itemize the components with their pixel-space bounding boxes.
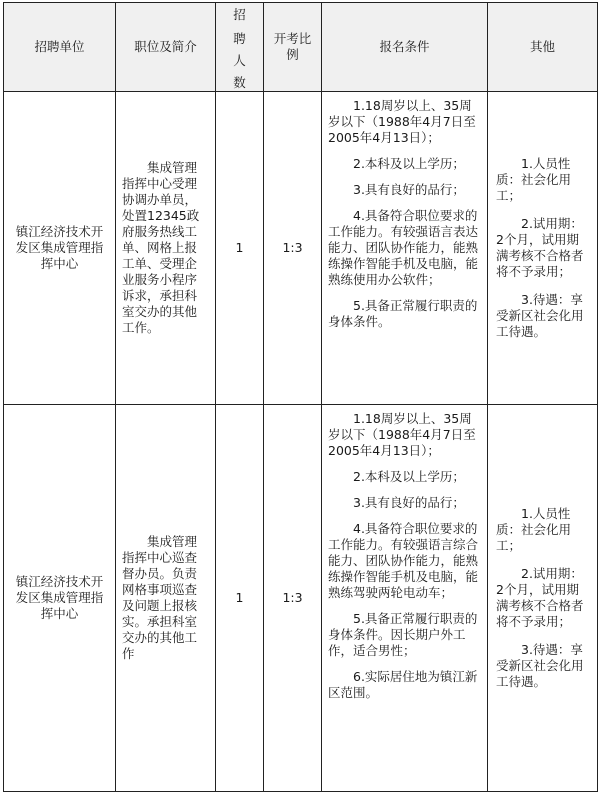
- header-count: 招 聘 人 数: [216, 3, 264, 92]
- header-ratio: 开考比例: [264, 3, 322, 92]
- other-item: 3.待遇：享受新区社会化用工待遇。: [496, 642, 584, 689]
- cell-other: [488, 92, 598, 405]
- condition-item: 5.具备正常履行职责的身体条件。因长期户外工作，适合男性；: [328, 611, 478, 658]
- cell-count: 1: [216, 92, 264, 405]
- condition-item: 3.具有良好的品行；: [353, 495, 465, 510]
- table-row: [4, 92, 598, 405]
- header-other: 其他: [488, 3, 598, 92]
- cell-conditions: [322, 405, 488, 792]
- condition-item: 2.本科及以上学历；: [353, 156, 465, 171]
- condition-item: 5.具备正常履行职责的身体条件。: [328, 298, 478, 329]
- other-item: 1.人员性质：社会化用工；: [496, 156, 572, 203]
- condition-item: 6.实际居住地为镇江新区范围。: [328, 669, 478, 700]
- other-item: 2.试用期：2个月，试用期满考核不合格者将不予录用；: [496, 216, 584, 279]
- other-item: 2.试用期：2个月，试用期满考核不合格者将不予录用；: [496, 566, 584, 629]
- condition-item: 4.具备符合职位要求的工作能力。有较强语言综合能力、团队协作能力，能熟练操作智能手机及电脑，能熟练驾驶两轮电动车；: [328, 521, 479, 600]
- condition-item: 3.具有良好的品行；: [353, 182, 465, 197]
- header-conditions: 报名条件: [322, 3, 488, 92]
- cell-count: 1: [216, 405, 264, 792]
- other-item: 3.待遇：享受新区社会化用工待遇。: [496, 292, 584, 339]
- cell-position: 集成管理指挥中心巡查督办员。负责网格事项巡查及问题上报核实。承担科室交办的其他工作: [116, 405, 216, 792]
- condition-item: 4.具备符合职位要求的工作能力。有较强语言表达能力、团队协作能力，能熟练操作智能手机及电脑，能熟练使用办公软件；: [328, 208, 479, 287]
- header-row: [4, 3, 598, 92]
- cell-unit: 镇江经济技术开发区集成管理指挥中心: [4, 92, 116, 405]
- cell-ratio: 1:3: [264, 92, 322, 405]
- table-row: [4, 405, 598, 792]
- condition-item: 1.18周岁以上、35周岁以下（1988年4月7日至2005年4月13日）；: [328, 411, 476, 458]
- condition-item: 1.18周岁以上、35周岁以下（1988年4月7日至2005年4月13日）；: [328, 98, 476, 145]
- recruitment-table-wrapper: [3, 2, 597, 792]
- recruitment-table: [3, 2, 598, 792]
- header-position: 职位及简介: [116, 3, 216, 92]
- cell-conditions: [322, 92, 488, 405]
- cell-position: 集成管理指挥中心受理协调办单员，处置12345政府服务热线工单、网格上报工单、受理企业服务小程序诉求，承担科室交办的其他工作。: [116, 92, 216, 405]
- cell-other: [488, 405, 598, 792]
- cell-unit: 镇江经济技术开发区集成管理指挥中心: [4, 405, 116, 792]
- cell-ratio: 1:3: [264, 405, 322, 792]
- header-unit: 招聘单位: [4, 3, 116, 92]
- condition-item: 2.本科及以上学历；: [353, 469, 465, 484]
- other-item: 1.人员性质：社会化用工；: [496, 506, 572, 553]
